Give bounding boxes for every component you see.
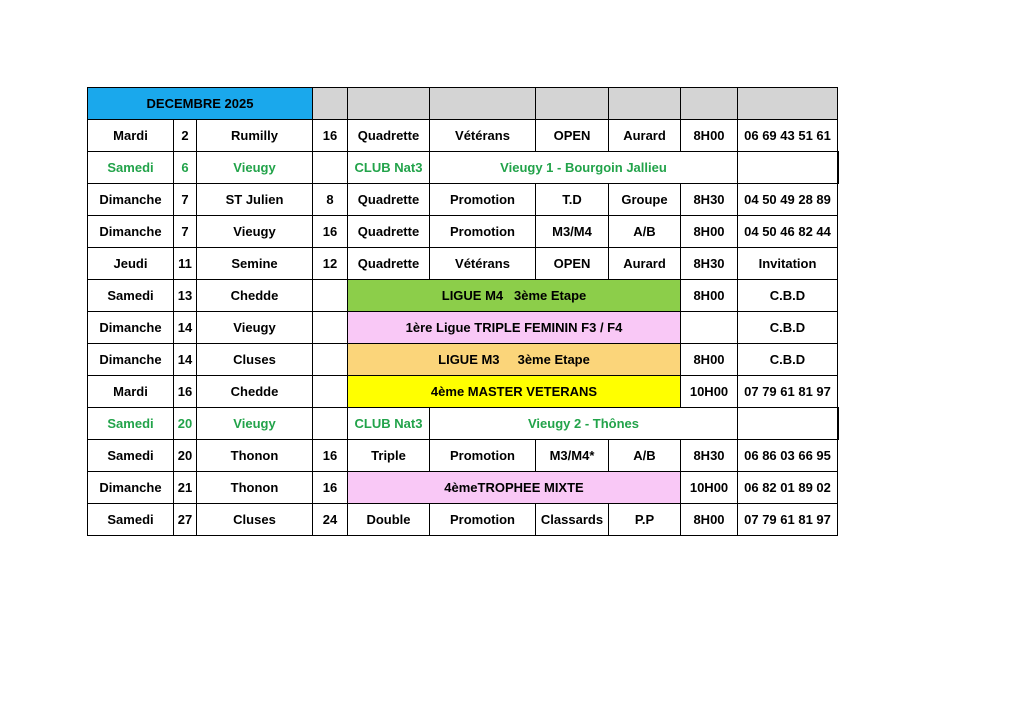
category-cell: Vétérans [430, 248, 536, 280]
system-cell: A/B [609, 440, 681, 472]
teams-cell: 16 [313, 440, 348, 472]
table-row [88, 216, 839, 248]
header-cell [536, 88, 609, 120]
date-cell: 2 [174, 120, 197, 152]
category-cell: Vétérans [430, 120, 536, 152]
header-cell [430, 88, 536, 120]
time-cell [681, 312, 738, 344]
system-cell: Aurard [609, 248, 681, 280]
system-cell: Groupe [609, 184, 681, 216]
table-row [88, 344, 839, 376]
place-cell: Rumilly [197, 120, 313, 152]
time-cell: 8H00 [681, 504, 738, 536]
header-cell [313, 88, 348, 120]
schedule-table [87, 87, 839, 536]
date-cell: 13 [174, 280, 197, 312]
place-cell: Cluses [197, 344, 313, 376]
place-cell: Vieugy [197, 312, 313, 344]
time-cell: 10H00 [681, 376, 738, 408]
contact-cell: C.B.D [738, 312, 838, 344]
system-cell: A/B [609, 216, 681, 248]
event-cell: Vieugy 2 - Thônes [430, 408, 738, 440]
table-row [88, 248, 839, 280]
format-cell: Quadrette [348, 248, 430, 280]
date-cell: 11 [174, 248, 197, 280]
format-cell: Quadrette [348, 120, 430, 152]
event-banner: 4èmeTROPHEE MIXTE [348, 472, 681, 504]
contact-cell: 06 69 43 51 61 [738, 120, 838, 152]
event-banner: 4ème MASTER VETERANS [348, 376, 681, 408]
contact-cell [838, 152, 839, 184]
day-cell: Dimanche [88, 184, 174, 216]
date-cell: 6 [174, 152, 197, 184]
day-cell: Mardi [88, 120, 174, 152]
place-cell: Vieugy [197, 408, 313, 440]
date-cell: 20 [174, 440, 197, 472]
header-cell [681, 88, 738, 120]
place-cell: ST Julien [197, 184, 313, 216]
header-cell [348, 88, 430, 120]
time-cell: 8H00 [681, 280, 738, 312]
place-cell: Thonon [197, 440, 313, 472]
system-cell: Aurard [609, 120, 681, 152]
time-cell: 8H00 [681, 216, 738, 248]
event-banner: LIGUE M3 3ème Etape [348, 344, 681, 376]
teams-cell: 8 [313, 184, 348, 216]
day-cell: Dimanche [88, 216, 174, 248]
header-cell [609, 88, 681, 120]
format-cell: Triple [348, 440, 430, 472]
day-cell: Dimanche [88, 472, 174, 504]
teams-cell: 12 [313, 248, 348, 280]
day-cell: Mardi [88, 376, 174, 408]
level-cell: T.D [536, 184, 609, 216]
place-cell: Vieugy [197, 216, 313, 248]
date-cell: 27 [174, 504, 197, 536]
teams-cell: 24 [313, 504, 348, 536]
table-row [88, 376, 839, 408]
day-cell: Jeudi [88, 248, 174, 280]
format-cell: Quadrette [348, 184, 430, 216]
day-cell: Dimanche [88, 344, 174, 376]
category-cell: Promotion [430, 184, 536, 216]
category-cell: Promotion [430, 504, 536, 536]
day-cell: Samedi [88, 440, 174, 472]
place-cell: Cluses [197, 504, 313, 536]
teams-cell: 16 [313, 472, 348, 504]
teams-cell [313, 344, 348, 376]
time-cell [738, 408, 838, 440]
header-row [88, 88, 839, 120]
event-cell: Vieugy 1 - Bourgoin Jallieu [430, 152, 738, 184]
format-cell: Quadrette [348, 216, 430, 248]
place-cell: Chedde [197, 280, 313, 312]
table-row [88, 152, 839, 184]
date-cell: 16 [174, 376, 197, 408]
format-cell: CLUB Nat3 [348, 152, 430, 184]
contact-cell: 07 79 61 81 97 [738, 504, 838, 536]
category-cell: Promotion [430, 440, 536, 472]
place-cell: Thonon [197, 472, 313, 504]
date-cell: 21 [174, 472, 197, 504]
table-row [88, 280, 839, 312]
contact-cell [838, 408, 839, 440]
table-row [88, 440, 839, 472]
event-banner: 1ère Ligue TRIPLE FEMININ F3 / F4 [348, 312, 681, 344]
contact-cell: 06 82 01 89 02 [738, 472, 838, 504]
header-cell [738, 88, 838, 120]
teams-cell: 16 [313, 216, 348, 248]
time-cell: 8H00 [681, 120, 738, 152]
date-cell: 7 [174, 216, 197, 248]
teams-cell [313, 408, 348, 440]
level-cell: OPEN [536, 120, 609, 152]
contact-cell: 04 50 46 82 44 [738, 216, 838, 248]
system-cell: P.P [609, 504, 681, 536]
contact-cell: C.B.D [738, 344, 838, 376]
time-cell: 8H30 [681, 440, 738, 472]
event-banner: LIGUE M4 3ème Etape [348, 280, 681, 312]
day-cell: Samedi [88, 504, 174, 536]
teams-cell [313, 152, 348, 184]
table-row [88, 120, 839, 152]
time-cell: 8H30 [681, 184, 738, 216]
table-row [88, 408, 839, 440]
day-cell: Samedi [88, 152, 174, 184]
format-cell: Double [348, 504, 430, 536]
date-cell: 20 [174, 408, 197, 440]
day-cell: Samedi [88, 408, 174, 440]
table-row [88, 184, 839, 216]
teams-cell: 16 [313, 120, 348, 152]
contact-cell: 07 79 61 81 97 [738, 376, 838, 408]
level-cell: Classards [536, 504, 609, 536]
table-row [88, 312, 839, 344]
date-cell: 14 [174, 312, 197, 344]
contact-cell: Invitation [738, 248, 838, 280]
category-cell: Promotion [430, 216, 536, 248]
table-row [88, 504, 839, 536]
time-cell: 10H00 [681, 472, 738, 504]
date-cell: 14 [174, 344, 197, 376]
place-cell: Vieugy [197, 152, 313, 184]
time-cell [738, 152, 838, 184]
time-cell: 8H00 [681, 344, 738, 376]
place-cell: Chedde [197, 376, 313, 408]
contact-cell: 06 86 03 66 95 [738, 440, 838, 472]
table-row [88, 472, 839, 504]
teams-cell [313, 376, 348, 408]
teams-cell [313, 312, 348, 344]
level-cell: M3/M4 [536, 216, 609, 248]
month-title: DECEMBRE 2025 [88, 88, 313, 120]
time-cell: 8H30 [681, 248, 738, 280]
day-cell: Samedi [88, 280, 174, 312]
day-cell: Dimanche [88, 312, 174, 344]
teams-cell [313, 280, 348, 312]
date-cell: 7 [174, 184, 197, 216]
contact-cell: C.B.D [738, 280, 838, 312]
level-cell: OPEN [536, 248, 609, 280]
place-cell: Semine [197, 248, 313, 280]
contact-cell: 04 50 49 28 89 [738, 184, 838, 216]
level-cell: M3/M4* [536, 440, 609, 472]
format-cell: CLUB Nat3 [348, 408, 430, 440]
